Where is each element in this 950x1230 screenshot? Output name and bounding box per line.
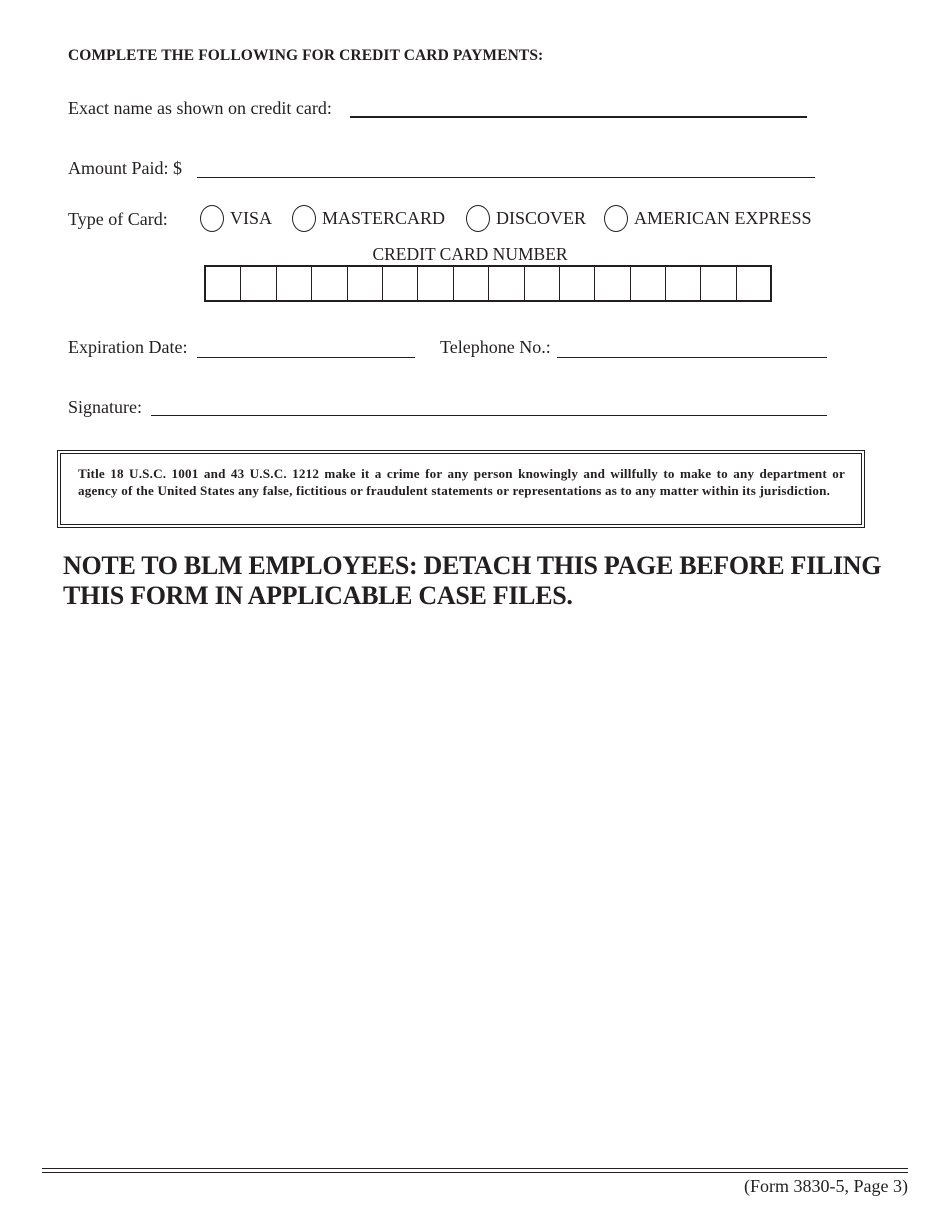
form-page-footer: (Form 3830-5, Page 3)	[744, 1176, 908, 1196]
credit-card-digit-box[interactable]	[418, 267, 453, 300]
section-title: COMPLETE THE FOLLOWING FOR CREDIT CARD PAYMENTS:	[68, 47, 544, 64]
amount-paid-label: Amount Paid: $	[68, 158, 183, 178]
credit-card-digit-box[interactable]	[383, 267, 418, 300]
card-option-visa[interactable]	[200, 203, 272, 233]
amount-paid-field[interactable]	[197, 177, 815, 178]
signature-field[interactable]	[151, 415, 827, 416]
visa-radio[interactable]	[200, 205, 224, 232]
name-on-card-field[interactable]	[350, 116, 807, 118]
signature-label: Signature:	[68, 397, 142, 417]
credit-card-digit-box[interactable]	[666, 267, 701, 300]
legal-notice-text: Title 18 U.S.C. 1001 and 43 U.S.C. 1212 make it a crime for any person knowingly and willfully to make to any department or agency of the United States any false, fictitious or fraudulent statements or representations as to any matter within its jurisdiction.	[60, 453, 862, 525]
expiration-date-field[interactable]	[197, 357, 415, 358]
credit-card-digit-box[interactable]	[206, 267, 241, 300]
credit-card-digit-box[interactable]	[489, 267, 524, 300]
american-express-label: AMERICAN EXPRESS	[634, 207, 812, 228]
credit-card-digit-box[interactable]	[277, 267, 312, 300]
card-type-label: Type of Card:	[68, 209, 168, 229]
expiration-date-label: Expiration Date:	[68, 337, 188, 357]
discover-radio[interactable]	[466, 205, 490, 232]
legal-notice-box	[57, 450, 865, 528]
credit-card-digit-box[interactable]	[348, 267, 383, 300]
credit-card-digit-box[interactable]	[312, 267, 347, 300]
card-option-mastercard[interactable]	[292, 203, 445, 233]
credit-card-digit-box[interactable]	[454, 267, 489, 300]
credit-card-digit-box[interactable]	[241, 267, 276, 300]
credit-card-digit-box[interactable]	[595, 267, 630, 300]
visa-label: VISA	[230, 207, 273, 228]
credit-card-digit-box[interactable]	[631, 267, 666, 300]
blm-employee-note: NOTE TO BLM EMPLOYEES: DETACH THIS PAGE BEFORE FILING THIS FORM IN APPLICABLE CASE FILES.	[63, 551, 882, 610]
credit-card-number-grid	[204, 265, 772, 302]
credit-card-digit-box[interactable]	[560, 267, 595, 300]
credit-card-number-label: CREDIT CARD NUMBER	[372, 244, 568, 264]
telephone-label: Telephone No.:	[440, 337, 551, 357]
footer-rule	[42, 1172, 908, 1173]
credit-card-digit-box[interactable]	[701, 267, 736, 300]
mastercard-label: MASTERCARD	[322, 207, 446, 228]
card-option-american-express[interactable]	[604, 203, 812, 233]
mastercard-radio[interactable]	[292, 205, 316, 232]
credit-card-digit-box[interactable]	[737, 267, 772, 300]
discover-label: DISCOVER	[496, 207, 587, 228]
footer-rule	[42, 1168, 908, 1169]
telephone-field[interactable]	[557, 357, 827, 358]
credit-card-digit-box[interactable]	[525, 267, 560, 300]
american-express-radio[interactable]	[604, 205, 628, 232]
card-option-discover[interactable]	[466, 203, 586, 233]
name-on-card-label: Exact name as shown on credit card:	[68, 98, 332, 118]
